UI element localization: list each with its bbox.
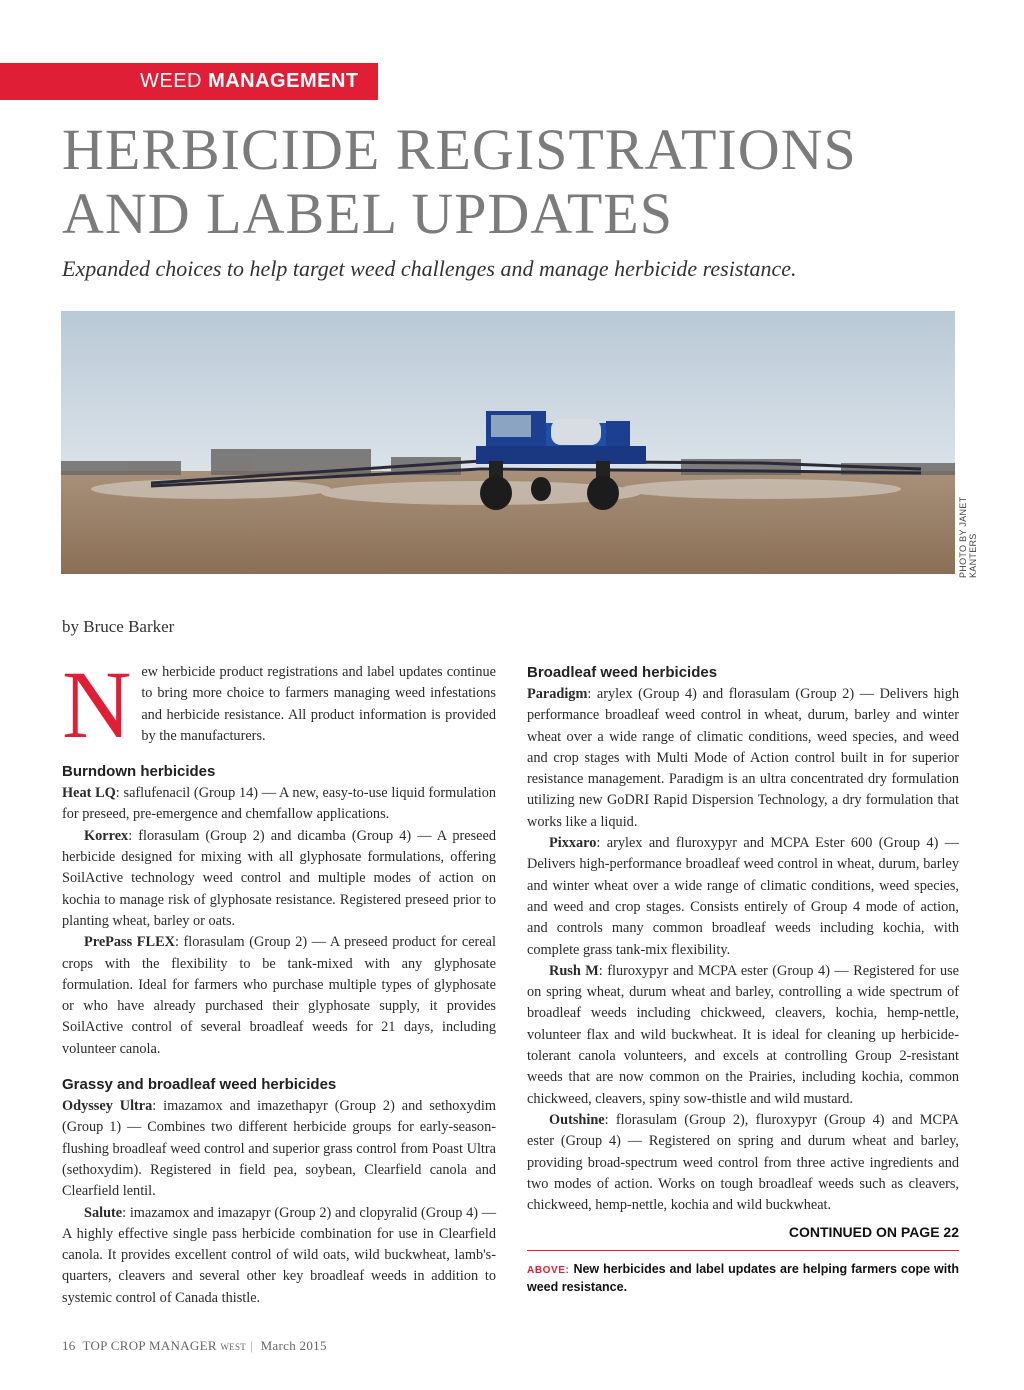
product-name: Outshine bbox=[549, 1111, 605, 1128]
product-name: Odyssey Ultra bbox=[62, 1098, 153, 1115]
caption-label: ABOVE: bbox=[527, 1264, 570, 1276]
sprayer-photo bbox=[61, 311, 955, 574]
deck: Expanded choices to help target weed challenges and manage herbicide resistance. bbox=[62, 256, 797, 281]
product-name: PrePass FLEX bbox=[84, 934, 175, 951]
issue-date: March 2015 bbox=[260, 1338, 327, 1353]
product-text: : fluroxypyr and MCPA ester (Group 4) — Registered for use on spring wheat, durum wheat and barley, controlling a wide spectrum of broadleaf weeds including chickweed, cleavers, kochia, hemp-nettle, volunteer flax and wild buckwheat. It is ideal for cleaning up herbicide-tolerant canola volunteers, and excels at controlling Group 2-resistant weeds that are now common on the Prairies, including kochia, common chickweed, cleavers, spiny sow-thistle and wild mustard. bbox=[527, 962, 960, 1107]
folio: 16 TOP CROP MANAGER WEST | March 2015 bbox=[62, 1338, 327, 1353]
product-name: Pixxaro bbox=[549, 835, 597, 852]
product-korrex bbox=[62, 826, 496, 932]
product-odyssey-ultra bbox=[62, 1096, 496, 1202]
section-tag bbox=[0, 63, 378, 100]
product-prepass-flex bbox=[62, 932, 496, 1060]
burndown-heading: Burndown herbicides bbox=[62, 763, 216, 781]
photo-credit: PHOTO BY JANET KANTERS bbox=[958, 496, 978, 578]
continued-link[interactable]: CONTINUED ON PAGE 22 bbox=[527, 1222, 959, 1250]
product-name: Salute bbox=[84, 1204, 123, 1221]
product-salute bbox=[62, 1203, 496, 1309]
drop-cap: N bbox=[62, 651, 132, 758]
product-outshine bbox=[527, 1110, 959, 1216]
product-name: Paradigm bbox=[527, 686, 588, 702]
byline: by Bruce Barker bbox=[62, 617, 175, 636]
product-text: : imazamox and imazapyr (Group 2) and clopyralid (Group 4) — A highly effective single pass herbicide combination for use in Clearfield canola. It provides excellent control of wild oats, wild buckwheat, lamb's-quarters, cleavers and several other key broadleaf weeds in addition to systemic control of Canada thistle. bbox=[62, 1204, 496, 1306]
product-heat-lq bbox=[62, 783, 496, 826]
headline-line-2: AND LABEL UPDATES bbox=[62, 181, 673, 246]
product-text: : arylex (Group 4) and florasulam (Group 2) — Delivers high performance broadleaf weed control in wheat, durum, barley and winter wheat over a wide range of climatic conditions, weed species, and weed and crop stages with Multi Mode of Action control built in for superior resistance management. Paradigm is an ultra concentrated dry formulation utilizing new GoDRI Rapid Dispersion Technology, a dry formulation that works like a liquid. bbox=[527, 686, 959, 830]
column-right bbox=[527, 662, 959, 1296]
product-pixxaro bbox=[527, 833, 959, 961]
column-left bbox=[62, 651, 496, 1309]
product-text: : florasulam (Group 2), fluroxypyr (Group 4) and MCPA ester (Group 4) — Registered on spring and durum wheat and barley, providing broad-spectrum weed control from three active ingredients and two modes of action. Works on tough broadleaf weeds such as cleavers, chickweed, hemp-nettle, kochia and wild buckwheat. bbox=[527, 1111, 959, 1214]
section-tag-light: WEED bbox=[140, 70, 202, 92]
caption-text: New herbicides and label updates are helping farmers cope with weed resistance. bbox=[527, 1261, 959, 1294]
section-tag-bold: MANAGEMENT bbox=[208, 70, 359, 92]
product-text: : arylex and fluroxypyr and MCPA Ester 600 (Group 4) — Delivers high-performance broadleaf weed control in wheat, durum, barley and winter wheat over a wide range of climatic conditions, weed species, and weed and crop stages. Consists entirely of Group 4 mode of action, and controls many common broadleaf weeds including kochia, with complete grass tank-mix flexibility. bbox=[527, 835, 959, 958]
intro-paragraph bbox=[62, 651, 496, 758]
product-name: Heat LQ bbox=[62, 785, 116, 802]
magazine-name: TOP CROP MANAGER bbox=[82, 1338, 217, 1353]
intro-text: ew herbicide product registrations and label updates continue to bring more choice to farmers managing weed infestations and herbicide resistance. All product information is provided by the manufacturers. bbox=[141, 664, 496, 744]
edition: WEST bbox=[220, 1342, 247, 1352]
product-name: Korrex bbox=[84, 827, 129, 844]
headline-line-1: HERBICIDE REGISTRATIONS bbox=[62, 117, 857, 182]
product-text: : imazamox and imazethapyr (Group 2) and sethoxydim (Group 1) — Combines two different herbicide groups for early-season-flushing broadleaf weed control and superior grass control from Poast Ultra (sethoxydim). Registered in field pea, soybean, Clearfield canola and Clearfield lentil. bbox=[62, 1098, 496, 1200]
product-rush-m bbox=[527, 961, 959, 1110]
headline bbox=[62, 118, 982, 246]
page-number: 16 bbox=[62, 1338, 76, 1353]
product-text: : florasulam (Group 2) and dicamba (Group 4) — A preseed herbicide designed for mixing with all glyphosate formulations, offering SoilActive technology weed control and multiple modes of action on kochia to manage risk of glyphosate resistance. Registered preseed prior to planting wheat, barley or oats. bbox=[62, 827, 496, 929]
broadleaf-heading: Broadleaf weed herbicides bbox=[527, 664, 718, 681]
product-paradigm bbox=[527, 684, 959, 833]
photo-caption bbox=[527, 1261, 959, 1296]
product-text: : florasulam (Group 2) — A preseed product for cereal crops with the flexibility to be tank-mixed with any glyphosate formulation. Ideal for farmers who purchase multiple types of glyphosate or who have already purchased their glyphosate supply, it provides SoilActive control of several broadleaf weeds for 21 days, including volunteer canola. bbox=[62, 934, 496, 1057]
grassy-heading: Grassy and broadleaf weed herbicides bbox=[62, 1076, 337, 1094]
product-name: Rush M bbox=[549, 962, 599, 979]
product-text: : saflufenacil (Group 14) — A new, easy-to-use liquid formulation for preseed, pre-emergence and chemfallow applications. bbox=[62, 785, 496, 823]
